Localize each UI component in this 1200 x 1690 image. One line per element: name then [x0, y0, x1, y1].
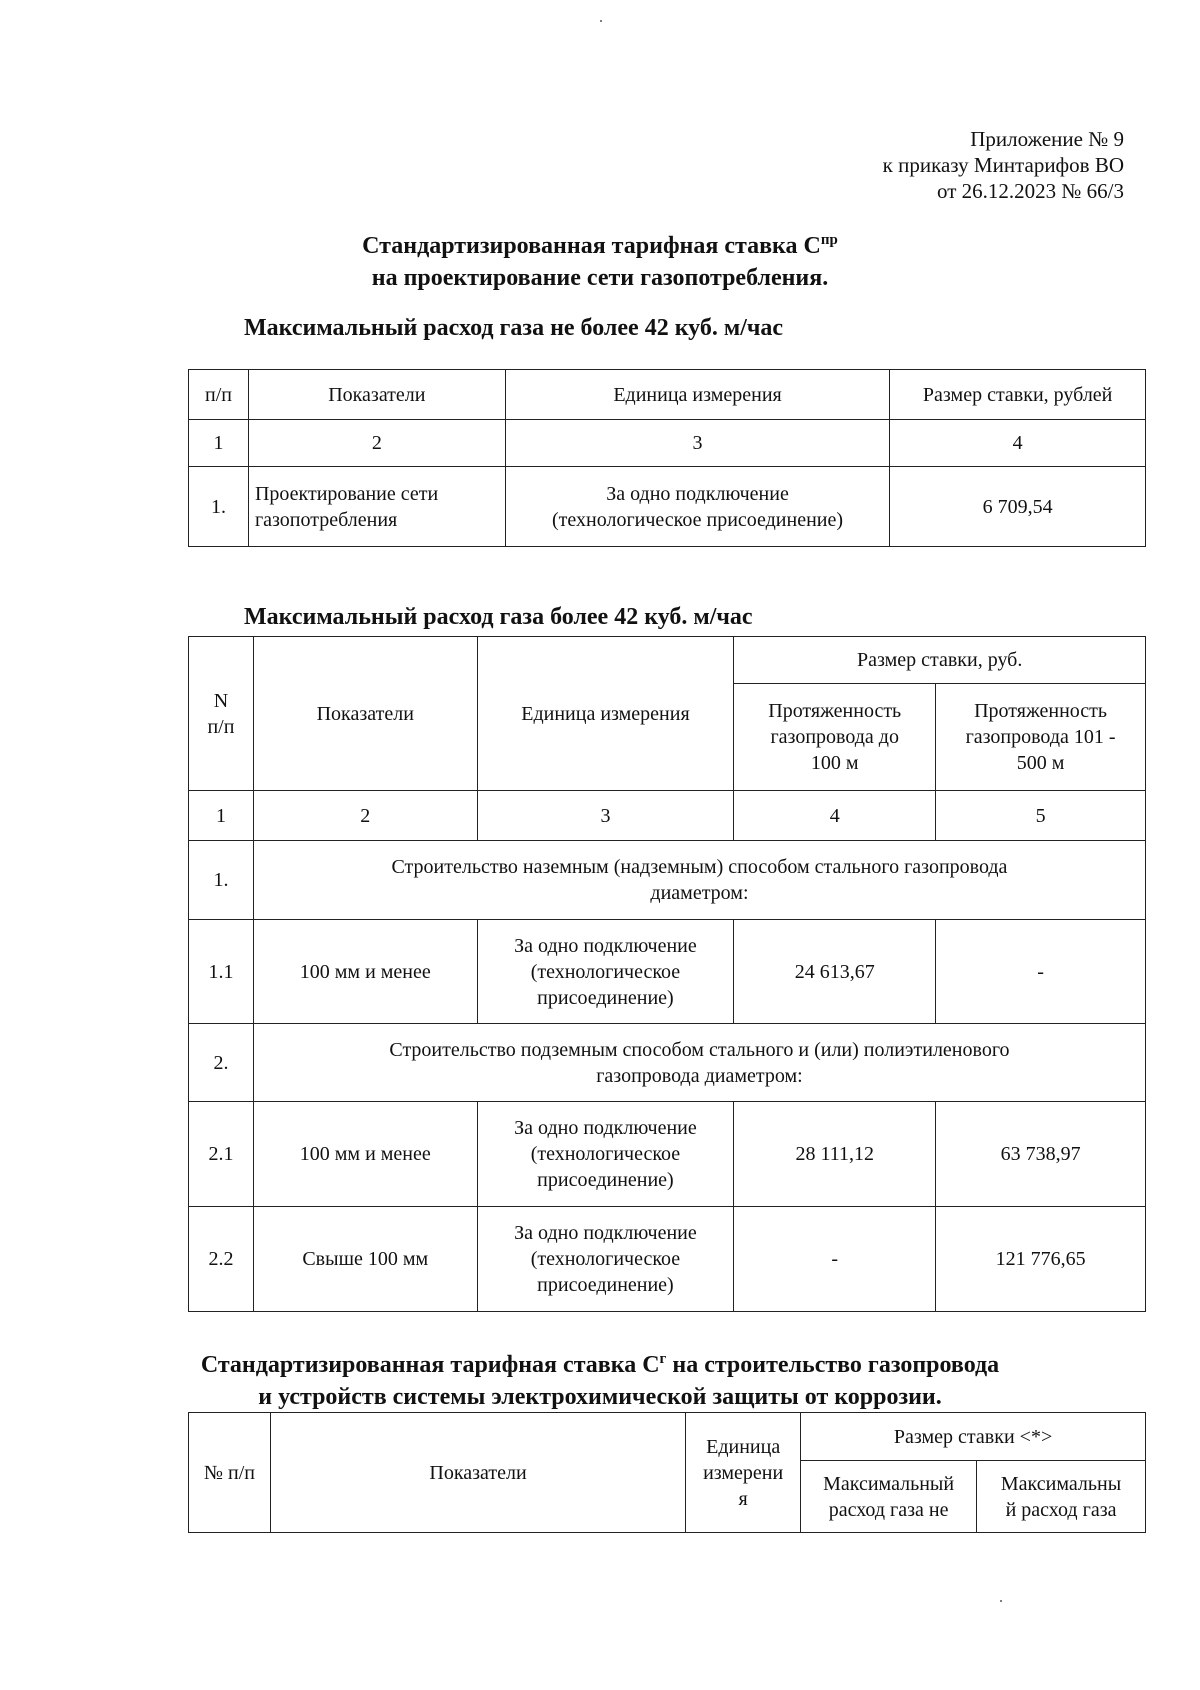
table3-header-rate: Размер ставки <*> — [801, 1413, 1146, 1461]
main-title — [0, 224, 1200, 294]
table2-section-1-num: 1. — [189, 841, 254, 920]
table1-row-num: 1. — [189, 467, 249, 547]
table2-row-2-1-indicator: 100 мм и менее — [253, 1102, 477, 1207]
table1-header-row — [189, 370, 1146, 420]
table2-header-length-100: Протяженность газопровода до 100 м — [734, 684, 936, 791]
table3-header-indicator: Показатели — [270, 1413, 685, 1533]
table3-header-row-1 — [189, 1413, 1146, 1461]
table2-row-1-1-indicator: 100 мм и менее — [253, 920, 477, 1024]
table2-row-1-1-value-100: 24 613,67 — [734, 920, 936, 1024]
table2-row-2-2 — [189, 1207, 1146, 1312]
table1-row-indicator: Проектирование сети газопотребления — [248, 467, 505, 547]
table2-row-1-1 — [189, 920, 1146, 1024]
table3-header-max-1: Максимальный расход газа не — [801, 1461, 977, 1533]
table2-row-2-2-value-500: 121 776,65 — [936, 1207, 1146, 1312]
scan-speck — [1000, 1600, 1002, 1602]
table2-section-2 — [189, 1024, 1146, 1102]
table1-header-indicator: Показатели — [248, 370, 505, 420]
table2-number-row — [189, 791, 1146, 841]
table2-header-num: N п/п — [189, 637, 254, 791]
table3-header-unit: Единица измерени я — [686, 1413, 801, 1533]
table2-col-number: 4 — [734, 791, 936, 841]
table2-header-unit: Единица измерения — [477, 637, 734, 791]
table2-col-number: 1 — [189, 791, 254, 841]
main-title-line-1: Стандартизированная тарифная ставка $С^{пр}$ — [362, 232, 838, 259]
appendix-line-2: к приказу Минтарифов ВО — [882, 153, 1124, 177]
table1-caption: Максимальный расход газа не более 42 куб. м/час — [244, 315, 784, 341]
section-title-2-line-1: Стандартизированная тарифная ставка $С^г$ на строительство газопровода — [200, 1351, 1000, 1378]
table2-section-1-text: Строительство наземным (надземным) способом стального газопровода диаметром: — [253, 841, 1145, 920]
table1-number-row — [189, 420, 1146, 467]
table3-header-max-2: Максимальны й расход газа — [977, 1461, 1146, 1533]
table1 — [188, 369, 1146, 547]
main-title-superscript: пр — [820, 232, 838, 248]
table1-header-unit: Единица измерения — [505, 370, 890, 420]
table2-row-2-2-unit: За одно подключение (технологическое присоединение) — [477, 1207, 734, 1312]
table1-col-number: 2 — [248, 420, 505, 467]
table1-header-rate: Размер ставки, рублей — [890, 370, 1146, 420]
table1-data-row — [189, 467, 1146, 547]
table1-row-unit: За одно подключение (технологическое присоединение) — [505, 467, 890, 547]
appendix-line-1: Приложение № 9 — [970, 127, 1124, 151]
table2 — [188, 636, 1146, 1312]
table2-row-2-2-value-100: - — [734, 1207, 936, 1312]
table1-col-number: 3 — [505, 420, 890, 467]
table2-col-number: 2 — [253, 791, 477, 841]
appendix-line-3: от 26.12.2023 № 66/3 — [936, 179, 1124, 203]
section-title-2-line-2: и устройств системы электрохимической защиты от коррозии. — [258, 1384, 942, 1410]
table2-row-2-2-indicator: Свыше 100 мм — [253, 1207, 477, 1312]
scan-speck — [600, 20, 602, 22]
table2-row-1-1-value-500: - — [936, 920, 1146, 1024]
table2-row-1-1-unit: За одно подключение (технологическое присоединение) — [477, 920, 734, 1024]
table2-section-2-num: 2. — [189, 1024, 254, 1102]
table2-header-rate: Размер ставки, руб. — [734, 637, 1146, 684]
table1-row-rate: 6 709,54 — [890, 467, 1146, 547]
section-title-2 — [0, 1343, 1200, 1413]
table2-row-2-1-value-100: 28 111,12 — [734, 1102, 936, 1207]
table2-row-2-1-num: 2.1 — [189, 1102, 254, 1207]
table2-header-row-1 — [189, 637, 1146, 684]
appendix-reference — [704, 126, 1124, 204]
table2-col-number: 3 — [477, 791, 734, 841]
table2-row-2-1-value-500: 63 738,97 — [936, 1102, 1146, 1207]
table3 — [188, 1412, 1146, 1533]
table2-row-1-1-num: 1.1 — [189, 920, 254, 1024]
table3-header-num: № п/п — [189, 1413, 271, 1533]
table2-section-1 — [189, 841, 1146, 920]
table2-col-number: 5 — [936, 791, 1146, 841]
table1-header-num: п/п — [189, 370, 249, 420]
table2-row-2-1 — [189, 1102, 1146, 1207]
table2-row-2-1-unit: За одно подключение (технологическое присоединение) — [477, 1102, 734, 1207]
section-title-2-superscript: г — [659, 1351, 667, 1367]
table1-col-number: 4 — [890, 420, 1146, 467]
table1-col-number: 1 — [189, 420, 249, 467]
table2-header-indicator: Показатели — [253, 637, 477, 791]
table2-section-2-text: Строительство подземным способом стального и (или) полиэтиленового газопровода диаметром: — [253, 1024, 1145, 1102]
table2-caption: Максимальный расход газа более 42 куб. м/час — [244, 604, 753, 630]
table2-row-2-2-num: 2.2 — [189, 1207, 254, 1312]
table2-header-length-500: Протяженность газопровода 101 - 500 м — [936, 684, 1146, 791]
main-title-line-2: на проектирование сети газопотребления. — [371, 265, 829, 291]
